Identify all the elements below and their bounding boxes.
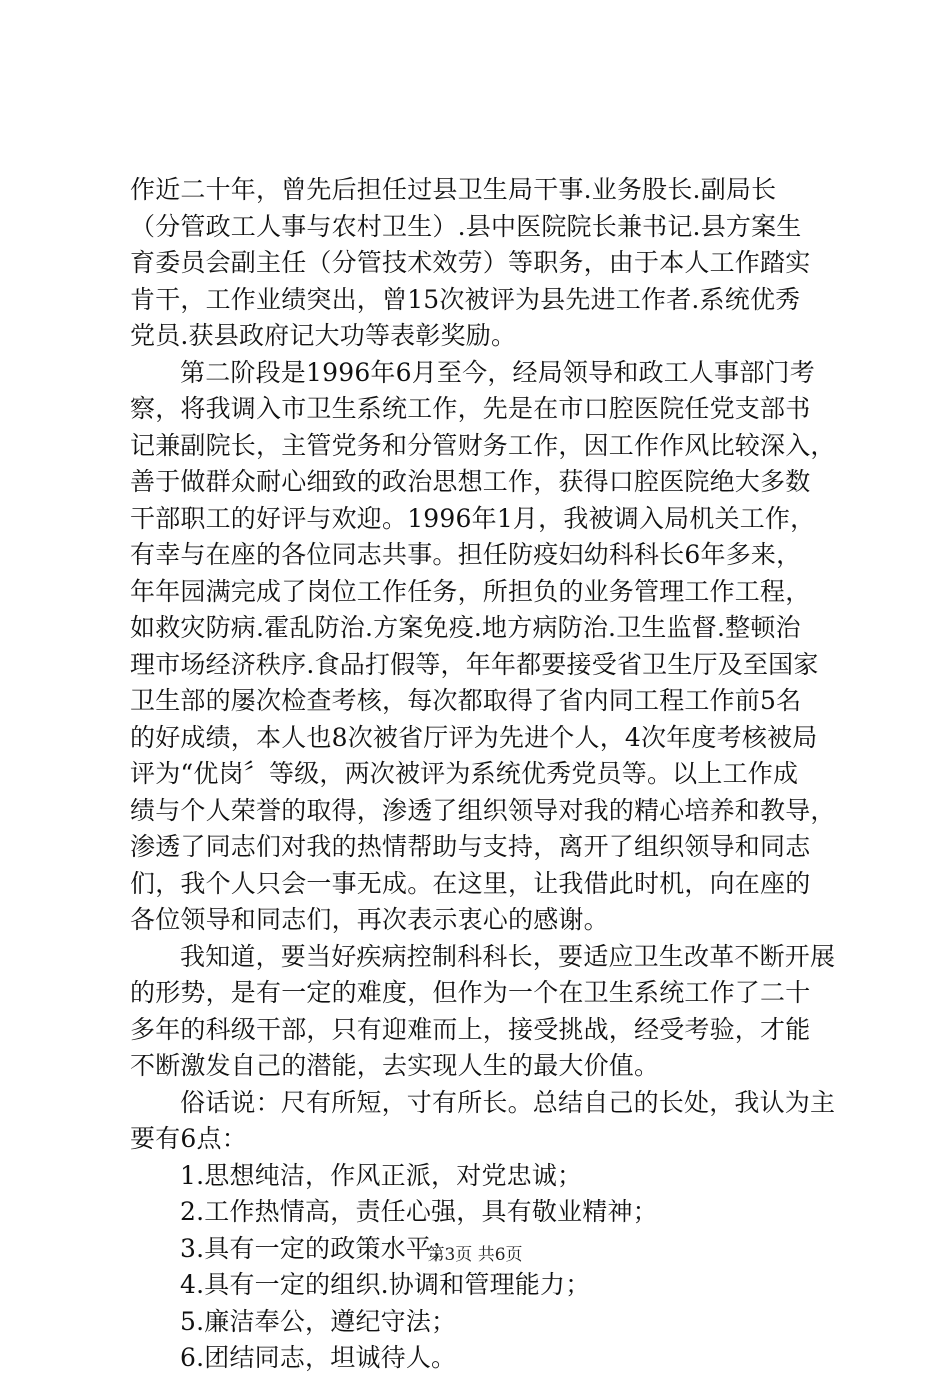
- text-line: 记兼副院长，主管党务和分管财务工作，因工作作风比较深入，: [130, 430, 836, 460]
- text-line: 渗透了同志们对我的热情帮助与支持，离开了组织领导和同志: [130, 832, 811, 861]
- text-line: 作近二十年，曾先后担任过县卫生局干事.业务股长.副局长: [130, 175, 777, 204]
- document-body: [130, 172, 850, 1377]
- list-item: 1.思想纯洁，作风正派，对党忠诚；: [180, 1160, 583, 1190]
- paragraph-start-line: 俗话说：尺有所短，寸有所长。总结自己的长处，我认为主: [180, 1087, 836, 1117]
- text-line: 育委员会副主任（分管技术效劳）等职务，由于本人工作踏实: [130, 248, 811, 277]
- paragraph-start-line: 第二阶段是1996年6月至今，经局领导和政工人事部门考: [180, 357, 815, 387]
- text-line: 肯干，工作业绩突出，曾15次被评为县先进工作者.系统优秀: [130, 284, 801, 314]
- text-line: 卫生部的屡次检查考核，每次都取得了省内同工程工作前5名: [130, 686, 802, 715]
- text-line: 干部职工的好评与欢迎。1996年1月，我被调入局机关工作，: [130, 503, 816, 533]
- text-line: 要有6点：: [130, 1124, 247, 1153]
- list-item: 2.工作热情高，责任心强，具有敬业精神；: [180, 1197, 658, 1226]
- text-line: 们，我个人只会一事无成。在这里，让我借此时机，向在座的: [130, 868, 811, 898]
- text-line: 绩与个人荣誉的取得，渗透了组织领导对我的精心培养和教导，: [130, 795, 836, 825]
- text-line: 有幸与在座的各位同志共事。担任防疫妇幼科科长6年多来，: [130, 540, 802, 569]
- text-line: 不断激发自己的潜能，去实现人生的最大价值。: [130, 1051, 660, 1080]
- text-line: 的好成绩，本人也8次被省厅评为先进个人，4次年度考核被局: [130, 722, 818, 752]
- text-line: 如救灾防病.霍乱防治.方案免疫.地方病防治.卫生监督.整顿治: [130, 613, 801, 642]
- list-item: 4.具有一定的组织.协调和管理能力；: [180, 1270, 591, 1299]
- text-line: 察，将我调入市卫生系统工作，先是在市口腔医院任党支部书: [130, 394, 811, 423]
- text-line: （分管政工人事与农村卫生）.县中医院院长兼书记.县方案生: [130, 211, 802, 241]
- text-line: 党员.获县政府记大功等表彰奖励。: [130, 321, 517, 350]
- paragraph-start-line: 我知道，要当好疾病控制科科长，要适应卫生改革不断开展: [180, 941, 836, 971]
- text-line: 各位领导和同志们，再次表示衷心的感谢。: [130, 905, 609, 934]
- page-number: 第3页 共6页: [427, 1245, 523, 1265]
- text-line: 善于做群众耐心细致的政治思想工作，获得口腔医院绝大多数: [130, 467, 811, 496]
- text-line: 年年园满完成了岗位工作任务，所担负的业务管理工作工程，: [130, 576, 811, 606]
- list-item: 6.团结同志，坦诚待人。: [180, 1343, 457, 1372]
- text-line: 评为“优岗〞等级，两次被评为系统优秀党员等。以上工作成: [130, 759, 799, 788]
- text-line: 多年的科级干部，只有迎难而上，接受挑战，经受考验，才能: [130, 1014, 811, 1044]
- list-item: 5.廉洁奉公，遵纪守法；: [180, 1306, 457, 1336]
- list-item: 3.具有一定的政策水平；: [180, 1233, 457, 1263]
- text-line: 的形势，是有一定的难度，但作为一个在卫生系统工作了二十: [130, 978, 811, 1007]
- text-line: 理市场经济秩序.食品打假等，年年都要接受省卫生厅及至国家: [130, 649, 819, 679]
